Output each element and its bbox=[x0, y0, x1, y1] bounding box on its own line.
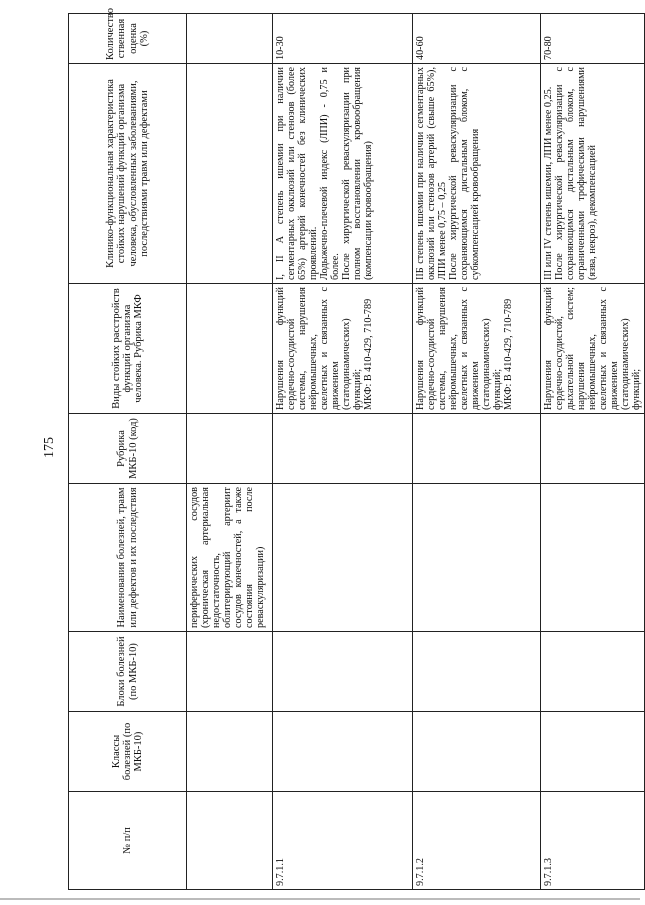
function-disorder-cell: Нарушения функций сердечно-сосудистой системы, нарушения нейромышечных, скелетных и связанных с движением (статодинамических) функций; МКФ: В 410-429, 710-789 bbox=[273, 284, 413, 414]
clinical-characteristic-cell: III или IV степень ишемии, ЛПИ менее 0,25. После хирургической реваскуляризации с сохраняющимся дистальным блоком, с ограниченными трофическими нарушениями (язва, некроз), декомпенсацией bbox=[541, 64, 645, 284]
percent-cell: 10-30 bbox=[273, 14, 413, 64]
header-function-types: Виды стойких расстройств функций организма человека. Рубрика МКФ bbox=[69, 284, 187, 414]
scan-edge-line bbox=[0, 898, 640, 900]
row-number: 9.7.1.3 bbox=[541, 792, 645, 890]
row-number: 9.7.1.1 bbox=[273, 792, 413, 890]
clinical-characteristic-cell: IIБ степень ишемии при наличии сегментарных окклюзий или стенозов артерий (свыше 65%), ЛПИ менее 0,75 – 0,25 После хирургической реваскуляризации с сохраняющимся дистальным блоком, с субкомпенсацией кровообращения bbox=[413, 64, 541, 284]
header-num: № п/п bbox=[69, 792, 187, 890]
function-disorder-cell: Нарушения функций сердечно-сосудистой, дыхательной систем; нарушения нейромышечных, скелетных и связанных с движением (статодинамических) функций; bbox=[541, 284, 645, 414]
table-row-continuation bbox=[187, 14, 273, 890]
header-classes: Классы болезней (по МКБ-10) bbox=[69, 712, 187, 792]
header-row bbox=[69, 14, 187, 890]
table-row bbox=[273, 14, 413, 890]
header-disease-names: Наименования болезней, травм или дефектов и их последствия bbox=[69, 484, 187, 632]
rotated-table-container bbox=[68, 7, 643, 890]
table-row bbox=[541, 14, 645, 890]
header-clinical-characteristics: Клинико-функциональная характеристика стойких нарушений функций организма человека, обусловленных заболеваниями, последствиями травм или дефектами bbox=[69, 64, 187, 284]
clinical-characteristic-cell: I, II А степень ишемии при наличии сегментарных окклюзий или стенозов (более 65%) артерий конечностей без клинических проявлений. Лодыжечно-плечевой индекс (ЛПИ) - 0,75 и более. После хирургической реваскуляризации при полном восстановлении кровообращения (компенсации кровообращения) bbox=[273, 64, 413, 284]
header-percent: Количество ственная оценка (%) bbox=[69, 14, 187, 64]
percent-cell: 40-60 bbox=[413, 14, 541, 64]
header-icd-code: Рубрика МКБ-10 (код) bbox=[69, 414, 187, 484]
disability-criteria-table bbox=[68, 7, 645, 890]
disease-name-cell: периферических сосудов (хроническая артериальная недостаточность, облитерирующий артериит сосудов конечностей, а также состояния после реваскуляризации) bbox=[187, 484, 273, 632]
function-disorder-cell: Нарушения функций сердечно-сосудистой системы, нарушения нейромышечных, скелетных и связанных с движением (статодинамических) функций; МКФ: В 410-429, 710-789 bbox=[413, 284, 541, 414]
row-number: 9.7.1.2 bbox=[413, 792, 541, 890]
table-row bbox=[413, 14, 541, 890]
page-number: 175 bbox=[42, 437, 57, 458]
header-blocks: Блоки болезней (по МКБ-10) bbox=[69, 632, 187, 712]
percent-cell: 70-80 bbox=[541, 14, 645, 64]
